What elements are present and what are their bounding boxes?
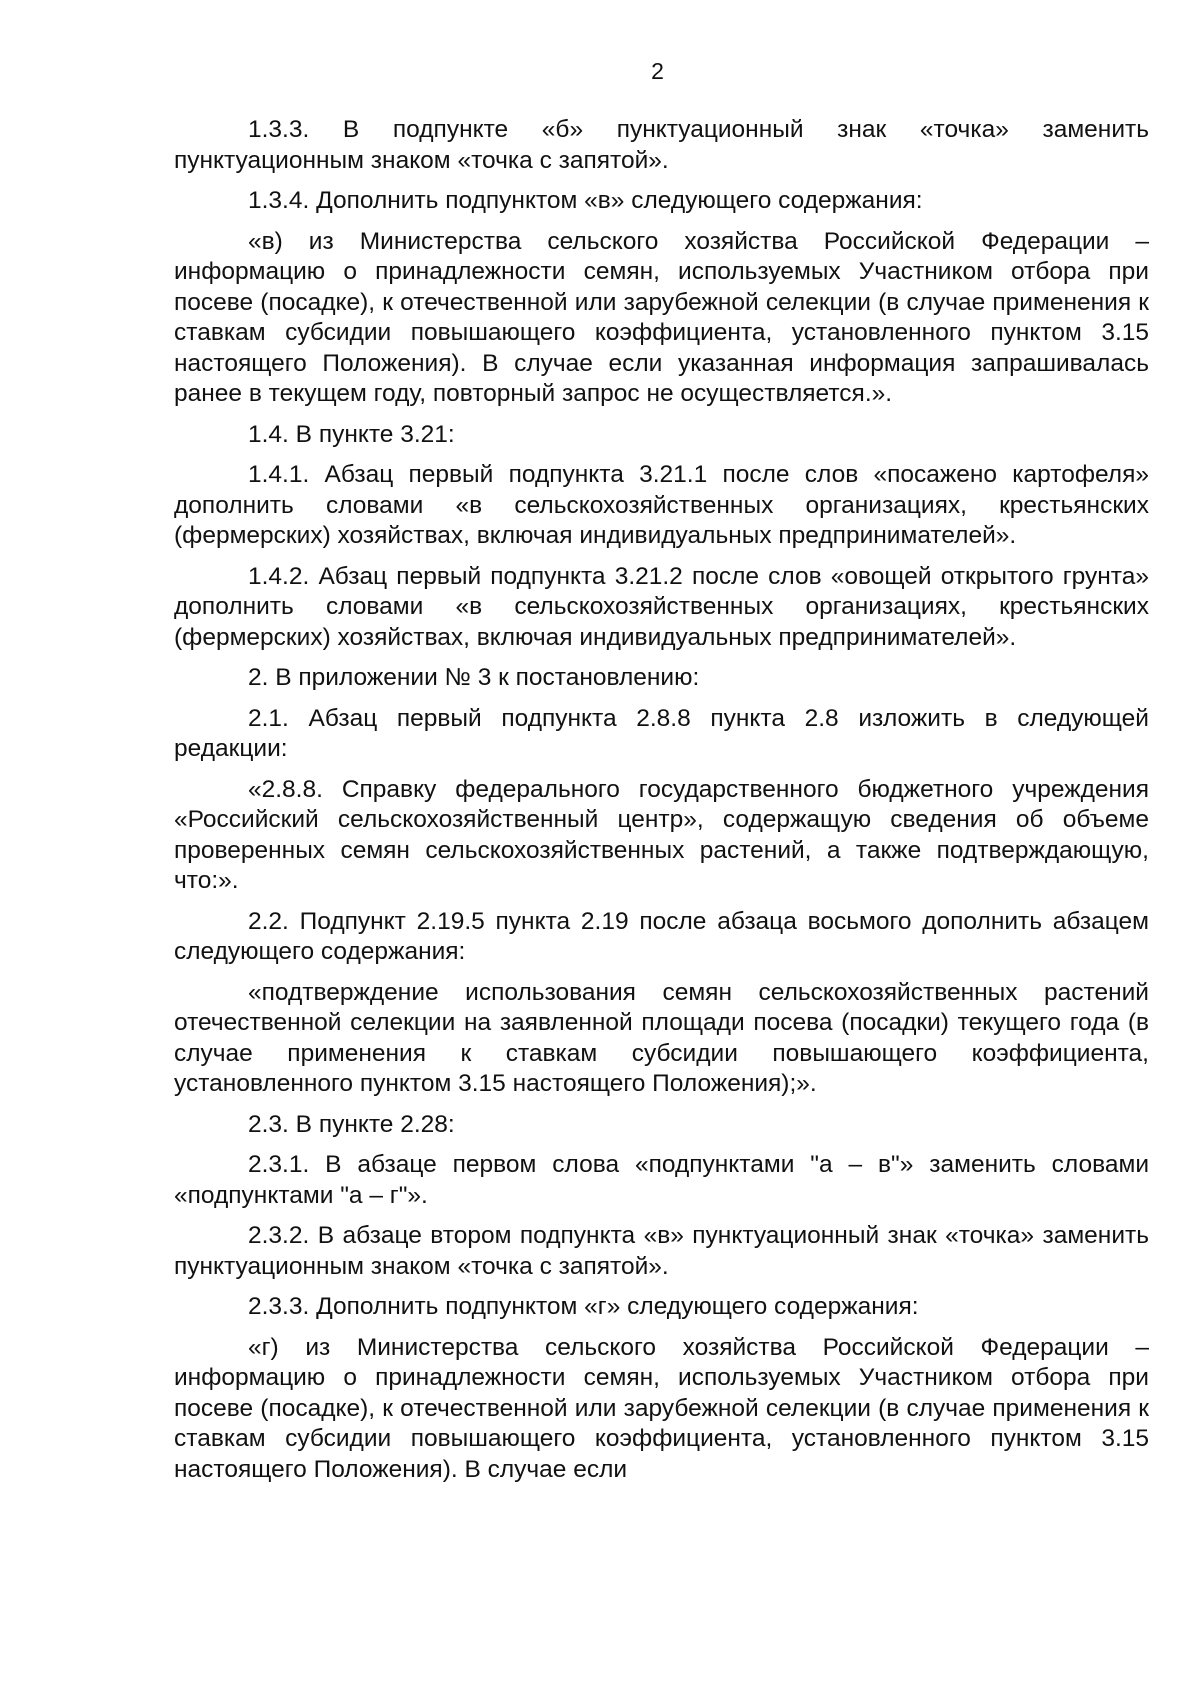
paragraph-2: 2. В приложении № 3 к постановлению: xyxy=(248,664,700,691)
paragraph-subitem-g: «г) из Министерства сельского хозяйства Российской Федерации – информацию о принадлежности семян, используемых Участником отбора при посеве (посадке), к отечественной или зарубежной селекции (в случае применения к ставкам субсидии повышающего коэффициента, установленного пунктом 3.15 настоящего Положения). В случае если xyxy=(174,1333,1149,1483)
paragraph-2-3: 2.3. В пункте 2.28: xyxy=(248,1110,455,1138)
paragraph-subitem-v: «в) из Министерства сельского хозяйства Российской Федерации – информацию о принадлежности семян, используемых Участником отбора при посеве (посадке), к отечественной или зарубежной селекции (в случае применения к ставкам субсидии повышающего коэффициента, установленного пунктом 3.15 настоящего Положения). В случае если указанная информация запрашивалась ранее в текущем году, повторный запрос не осуществляется.». xyxy=(174,227,1149,407)
paragraph-2-1: 2.1. Абзац первый подпункта 2.8.8 пункта 2.8 изложить в следующей редакции: xyxy=(174,704,1149,762)
document-body xyxy=(174,115,1149,1495)
paragraph-1-3-3: 1.3.3. В подпункте «б» пунктуационный знак «точка» заменить пунктуационным знаком «точка с запятой». xyxy=(174,116,1149,174)
paragraph-2-3-2: 2.3.2. В абзаце втором подпункта «в» пунктуационный знак «точка» заменить пунктуационным знаком «точка с запятой». xyxy=(174,1222,1149,1280)
paragraph-1-3-4: 1.3.4. Дополнить подпунктом «в» следующего содержания: xyxy=(248,187,923,214)
paragraph-2-2: 2.2. Подпункт 2.19.5 пункта 2.19 после абзаца восьмого дополнить абзацем следующего содержания: xyxy=(174,907,1149,965)
paragraph-2-3-3: 2.3.3. Дополнить подпунктом «г» следующего содержания: xyxy=(248,1293,919,1320)
page-number: 2 xyxy=(651,58,664,84)
paragraph-confirmation-text: «подтверждение использования семян сельскохозяйственных растений отечественной селекции на заявленной площади посева (посадки) текущего года (в случае применения к ставкам субсидии повышающего коэффициента, установленного пунктом 3.15 настоящего Положения);». xyxy=(174,978,1149,1097)
paragraph-2-8-8-text: «2.8.8. Справку федерального государственного бюджетного учреждения «Российский сельскохозяйственный центр», содержащую сведения об объеме проверенных семян сельскохозяйственных растений, а также подтверждающую, что:». xyxy=(174,775,1149,894)
paragraph-2-3-1: 2.3.1. В абзаце первом слова «подпунктами "а – в"» заменить словами «подпунктами "а – г"». xyxy=(174,1151,1149,1209)
paragraph-1-4-2: 1.4.2. Абзац первый подпункта 3.21.2 после слов «овощей открытого грунта» дополнить словами «в сельскохозяйственных организациях, крестьянских (фермерских) хозяйствах, включая индивидуальных предпринимателей». xyxy=(174,562,1149,651)
paragraph-1-4-1: 1.4.1. Абзац первый подпункта 3.21.1 после слов «посажено картофеля» дополнить словами «в сельскохозяйственных организациях, крестьянских (фермерских) хозяйствах, включая индивидуальных предпринимателей». xyxy=(174,461,1149,549)
paragraph-1-4: 1.4. В пункте 3.21: xyxy=(248,420,455,448)
